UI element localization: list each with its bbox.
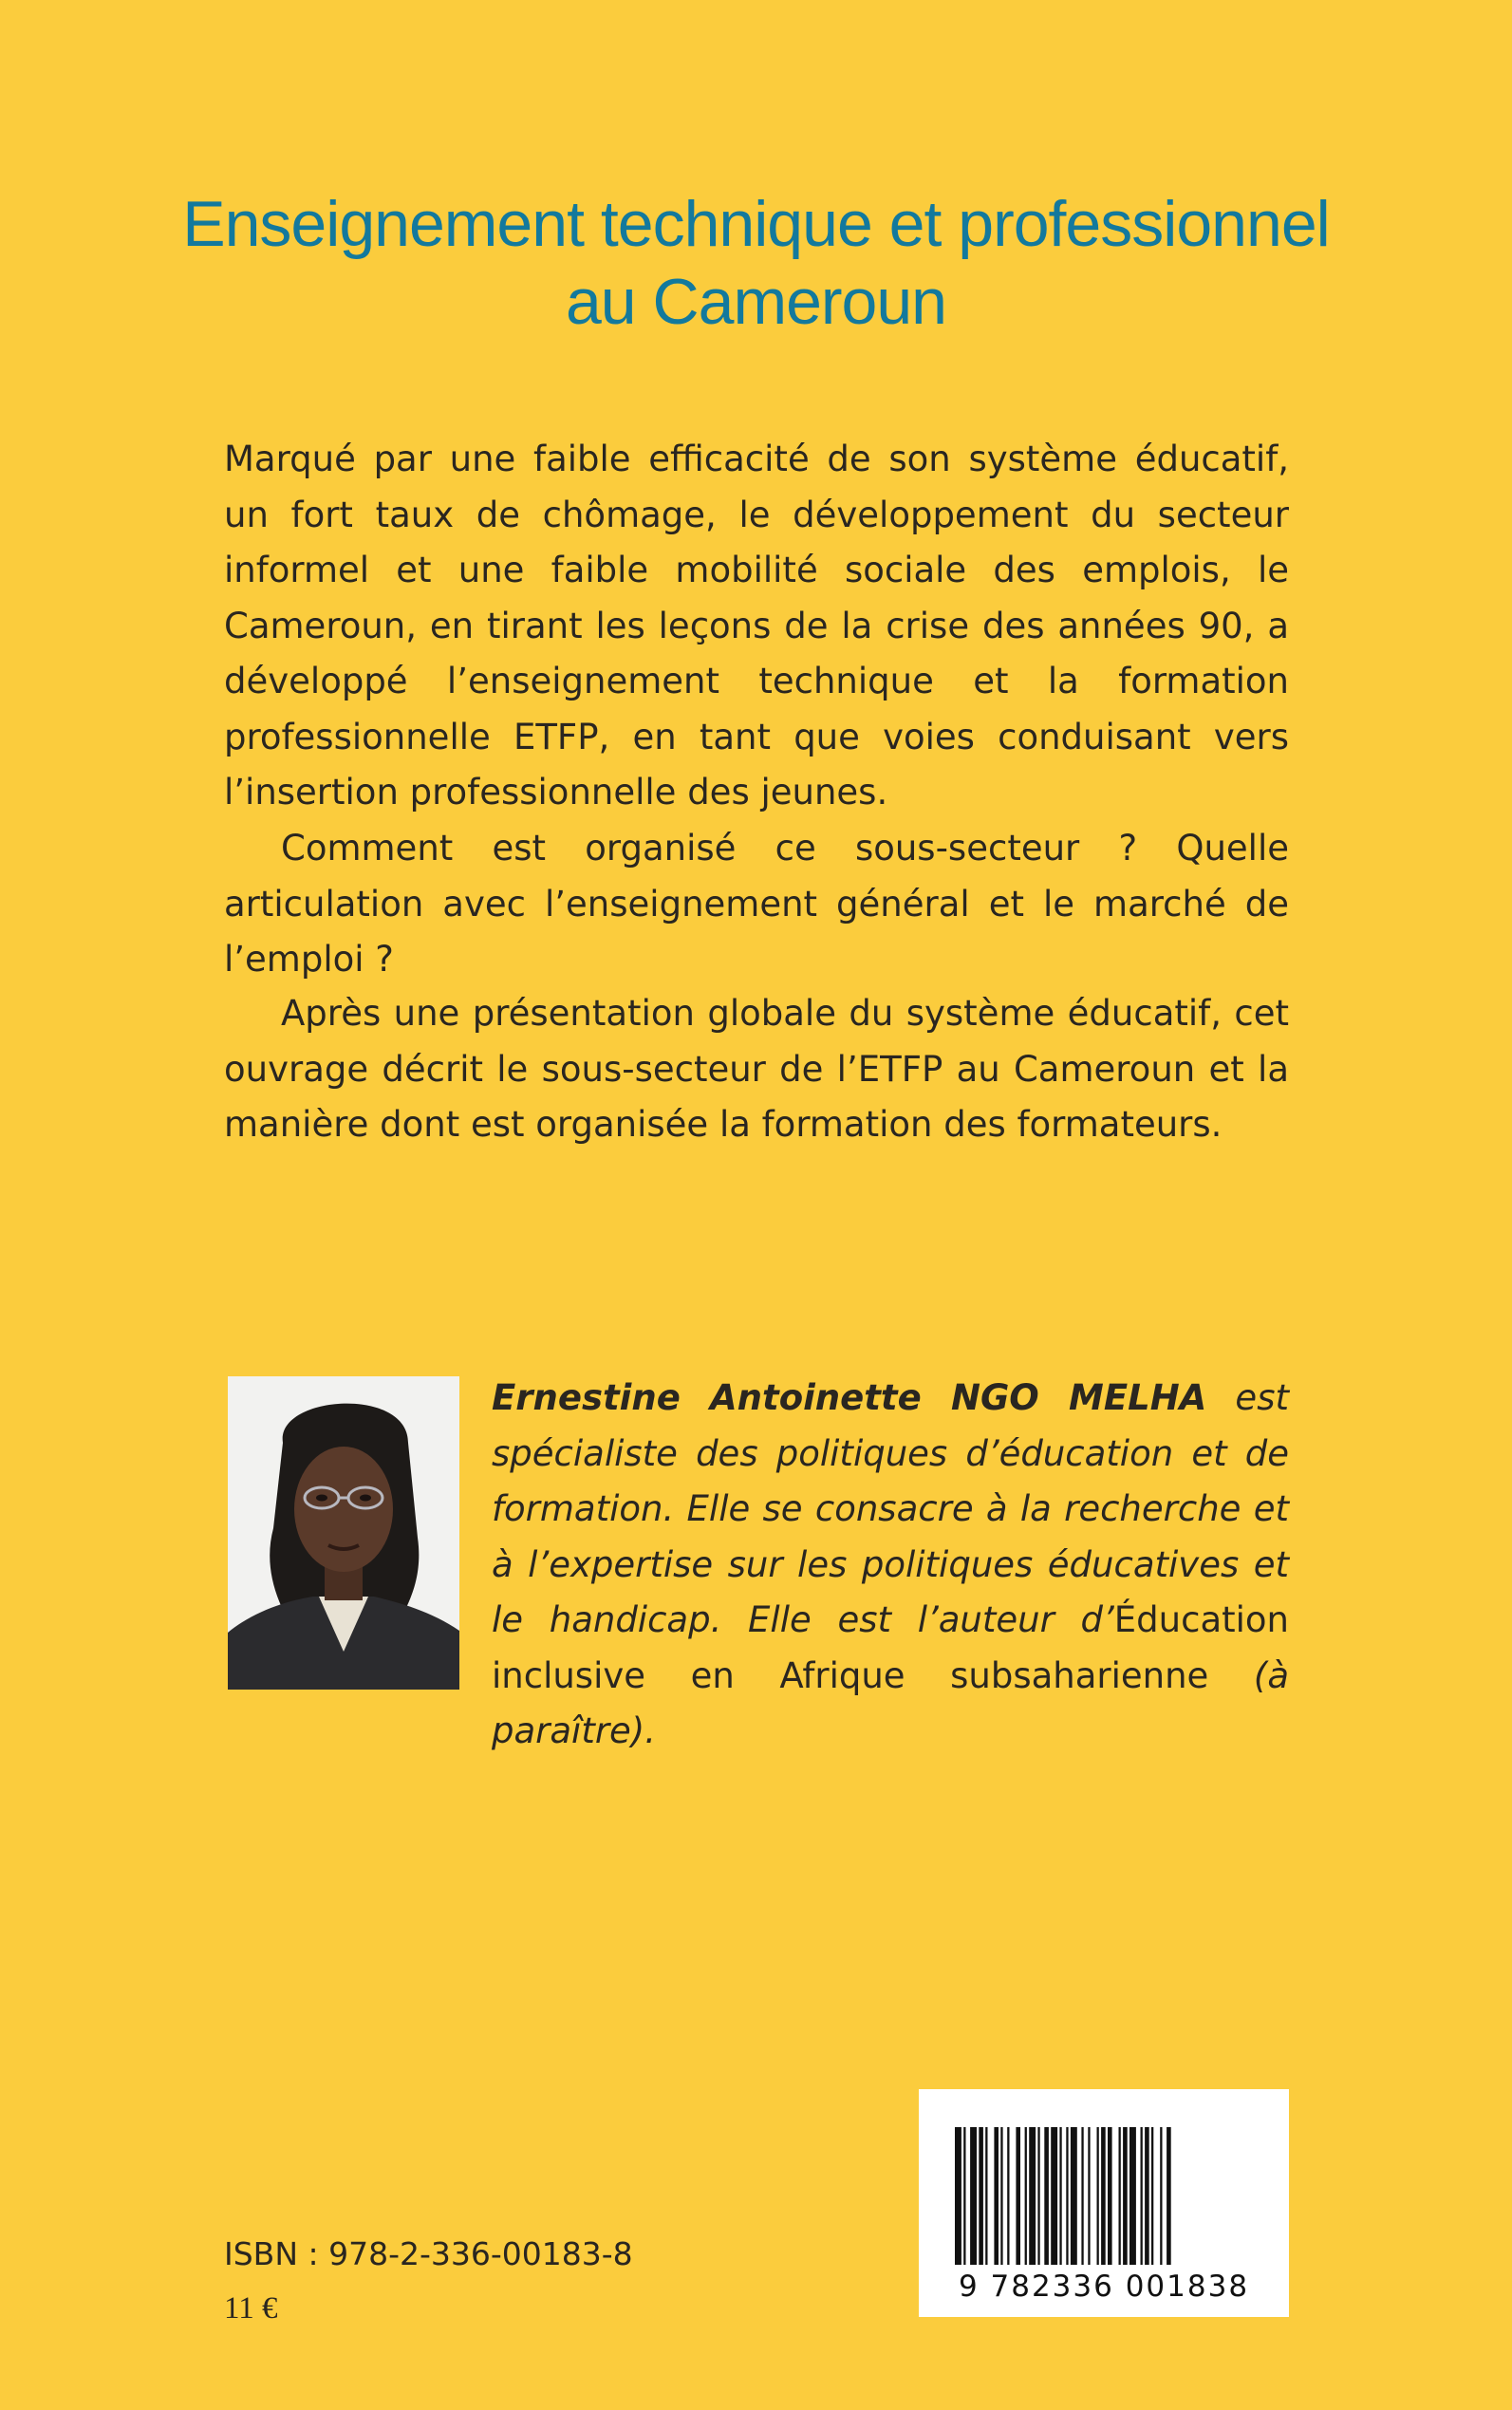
barcode-bar: [1007, 2127, 1009, 2265]
barcode-bar: [985, 2127, 987, 2265]
barcode-bar: [1123, 2127, 1128, 2265]
barcode-bar: [1101, 2127, 1106, 2265]
barcode-bar: [1016, 2127, 1020, 2265]
barcode-bar: [963, 2127, 965, 2265]
book-title-line-2: au Cameroun: [565, 266, 947, 338]
book-title-line-1: Enseignement technique et professionnel: [182, 188, 1330, 260]
barcode-bar: [1129, 2127, 1136, 2265]
barcode-bar: [1141, 2127, 1143, 2265]
summary-paragraph-2: Comment est organisé ce sous-secteur ? Quelle articulation avec l’enseignement général et le marché de l’emploi ?: [224, 828, 1289, 980]
barcode-bar: [1025, 2127, 1027, 2265]
barcode-bar: [1108, 2127, 1112, 2265]
barcode-bar: [1059, 2127, 1061, 2265]
barcode-bar: [979, 2127, 983, 2265]
barcode-bars: [919, 2089, 1289, 2270]
barcode-bar: [955, 2127, 961, 2265]
upcoming-book-title: Éducation inclusive en Afrique subsaharienne: [492, 1599, 1289, 1696]
upcoming-book-note: (à paraître).: [492, 1654, 1289, 1751]
price: 11 €: [224, 2291, 278, 2326]
barcode: [919, 2089, 1289, 2317]
summary-paragraph-3: Après une présentation globale du système éducatif, cet ouvrage décrit le sous-secteur de l’ETFP au Cameroun et la manière dont est organisée la formation des formateurs.: [224, 993, 1289, 1145]
barcode-bar: [1044, 2127, 1049, 2265]
author-name: Ernestine Antoinette NGO MELHA: [492, 1377, 1207, 1418]
barcode-digits: 9 782336 001838: [958, 2270, 1250, 2304]
barcode-bar: [1119, 2127, 1121, 2265]
barcode-bar: [970, 2127, 977, 2265]
author-bio: [492, 1371, 1289, 1760]
barcode-bar: [1051, 2127, 1057, 2265]
barcode-bar: [1167, 2127, 1171, 2265]
barcode-bar: [1081, 2127, 1083, 2265]
barcode-bar: [1066, 2127, 1068, 2265]
barcode-bar: [1145, 2127, 1149, 2265]
barcode-bar: [994, 2127, 999, 2265]
barcode-bar: [1151, 2127, 1153, 2265]
summary-paragraph-1: Marqué par une faible efficacité de son système éducatif, un fort taux de chômage, le développement du secteur informel et une faible mobilité sociale des emplois, le Cameroun, en tirant les leçons de la crise des années 90, a développé l’enseignement technique et la formation professionnelle ETFP, en tant que voies conduisant vers l’insertion professionnelle des jeunes.: [224, 439, 1289, 813]
barcode-bar: [1160, 2127, 1162, 2265]
barcode-bar: [1088, 2127, 1090, 2265]
book-title: [0, 185, 1512, 341]
author-photo: [228, 1376, 459, 1690]
author-bio-text: est spécialiste des politiques d’éducation et de formation. Elle se consacre à la recherche et à l’expertise sur les politiques éducatives et le handicap. Elle est l’auteur d’: [492, 1377, 1289, 1640]
barcode-bar: [1000, 2127, 1002, 2265]
barcode-bar: [1097, 2127, 1099, 2265]
isbn: ISBN : 978-2-336-00183-8: [224, 2235, 633, 2272]
barcode-bar: [1037, 2127, 1039, 2265]
barcode-bar: [1071, 2127, 1077, 2265]
barcode-bar: [1029, 2127, 1036, 2265]
